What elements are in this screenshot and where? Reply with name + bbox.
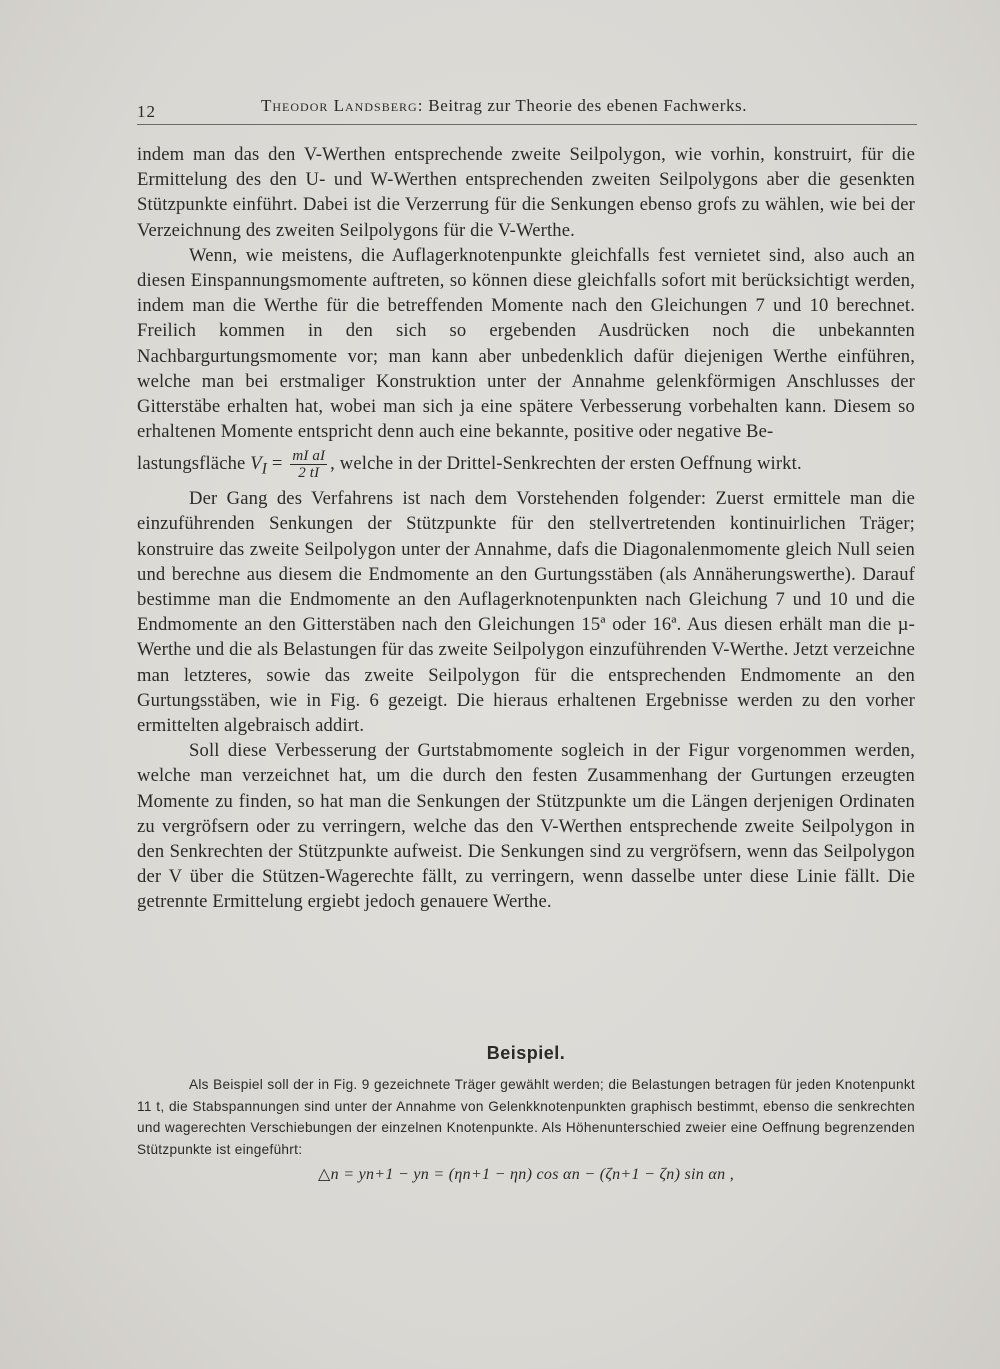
paragraph-2-formula-line: lastungsfläche $V_I$ = $\frac{\text{mI aI}}{2 tI}$ , welche in der Drittel-Senkrechten der ersten Oeffnung wirkt. xyxy=(137,448,802,482)
formula-lhs-subscript: I xyxy=(261,460,268,478)
formula-numerator: mI aI xyxy=(292,448,326,465)
page-header xyxy=(137,96,917,125)
formula-tail-text: , welche in der Drittel-Senkrechten der ersten Oeffnung wirkt. xyxy=(330,453,802,475)
running-head-author: Theodor Landsberg: xyxy=(261,96,424,115)
paragraph-2: Wenn, wie meistens, die Auflagerknotenpunkte gleichfalls fest vernietet sind, also auch an diesen Einspannungsmomente auftreten, so können diese gleichfalls sofort mit berücksichtigt werden, indem man die Werthe für die betreffenden Momente nach den Gleichungen 7 und 10 berechnet. Freilich kommen in den sich so ergebenden Ausdrücken noch die unbekannten Nachbargurtungsmomente vor; man kann aber unbedenklich dafür diejenigen Werthe einführen, welche man bei erstmaliger Konstruktion unter der Annahme gelenkförmigen Anschlusses der Gitterstäbe erhalten hat, wobei man sich ja eine spätere Verbesserung vorbehalten kann. Diesem so erhaltenen Momente entspricht denn auch eine bekannte, positive oder negative Be- xyxy=(137,244,915,443)
example-equation: △n = yn+1 − yn = (ηn+1 − ηn) cos αn − (ζn+1 − ζn) sin αn , xyxy=(317,1166,735,1183)
formula-fraction xyxy=(290,448,327,481)
formula-lhs: $V_I$ xyxy=(250,453,268,478)
formula-lead-text: lastungsfläche xyxy=(137,453,246,475)
example-text xyxy=(137,1074,915,1160)
body-text xyxy=(137,142,915,915)
section-title: Beispiel. xyxy=(486,1043,566,1063)
running-head xyxy=(261,96,747,116)
page-number: 12 xyxy=(137,102,156,121)
paragraph-1: indem man das den V-Werthen entsprechende zweite Seilpolygon, wie vorhin, konstruirt, für die Ermittelung des den U- und W-Werthen entsprechenden zweiten Seilpolygons aber die gesenkten Stützpunkte einführt. Dabei ist die Verzerrung für die Senkungen ebenso grofs zu wählen, wie bei der Verzeichnung des zweiten Seilpolygons für die V-Werthe. xyxy=(137,144,915,241)
formula-denominator: 2 tI xyxy=(298,465,320,482)
paragraph-4: Soll diese Verbesserung der Gurtstabmomente sogleich in der Figur vorgenommen werden, welche man verzeichnet hat, um die durch den festen Zusammenhang der Gurtungen erzeugten Momente zu finden, so hat man die Senkungen der Stützpunkte um die Längen derjenigen Ordinaten zu vergröfsern oder zu verringern, welche das den V-Werthen entsprechende zweite Seilpolygon in den Senkrechten der Stützpunkte aufweist. Die Senkungen sind zu vergröfsern, wenn das Seilpolygon der V über die Stützen-Wagerechte fällt, zu verringern, wenn dasselbe unter diese Linie fällt. Die getrennte Ermittelung ergiebt jedoch genauere Werthe. xyxy=(137,740,915,913)
running-head-title: Beitrag zur Theorie des ebenen Fachwerks. xyxy=(428,96,748,115)
example-paragraph: Als Beispiel soll der in Fig. 9 gezeichnete Träger gewählt werden; die Belastungen betragen für jeden Knotenpunkt 11 t, die Stabspannungen sind unter der Annahme von Gelenkknotenpunkten graphisch bestimmt, ebenso die senkrechten und wagerechten Verschiebungen der einzelnen Knotenpunkte. Als Höhenunterschied zweier eine Oeffnung begrenzenden Stützpunkte ist eingeführt: xyxy=(137,1077,915,1157)
paragraph-3: Der Gang des Verfahrens ist nach dem Vorstehenden folgender: Zuerst ermittele man die einzuführenden Senkungen der Stützpunkte für den stellvertretenden kontinuirlichen Träger; konstruire das zweite Seilpolygon unter der Annahme, dafs die Diagonalenmomente gleich Null seien und berechne aus diesem die Endmomente an den Gurtungsstäben (als Annäherungswerthe). Darauf bestimme man die Endmomente an den Auflagerknotenpunkten nach Gleichung 7 und 10 und die Endmomente an den Gitterstäben nach den Gleichungen 15ª oder 16ª. Aus diesen erhält man die µ-Werthe und die als Belastungen für das zweite Seilpolygon einzuführenden V-Werthe. Jetzt verzeichne man letzteres, sowie das zweite Seilpolygon für die entsprechenden Endmomente an den Gurtungsstäben, wie in Fig. 6 gezeigt. Die hieraus erhaltenen Ergebnisse werden zu den vorher ermittelten algebraisch addirt. xyxy=(137,488,915,736)
